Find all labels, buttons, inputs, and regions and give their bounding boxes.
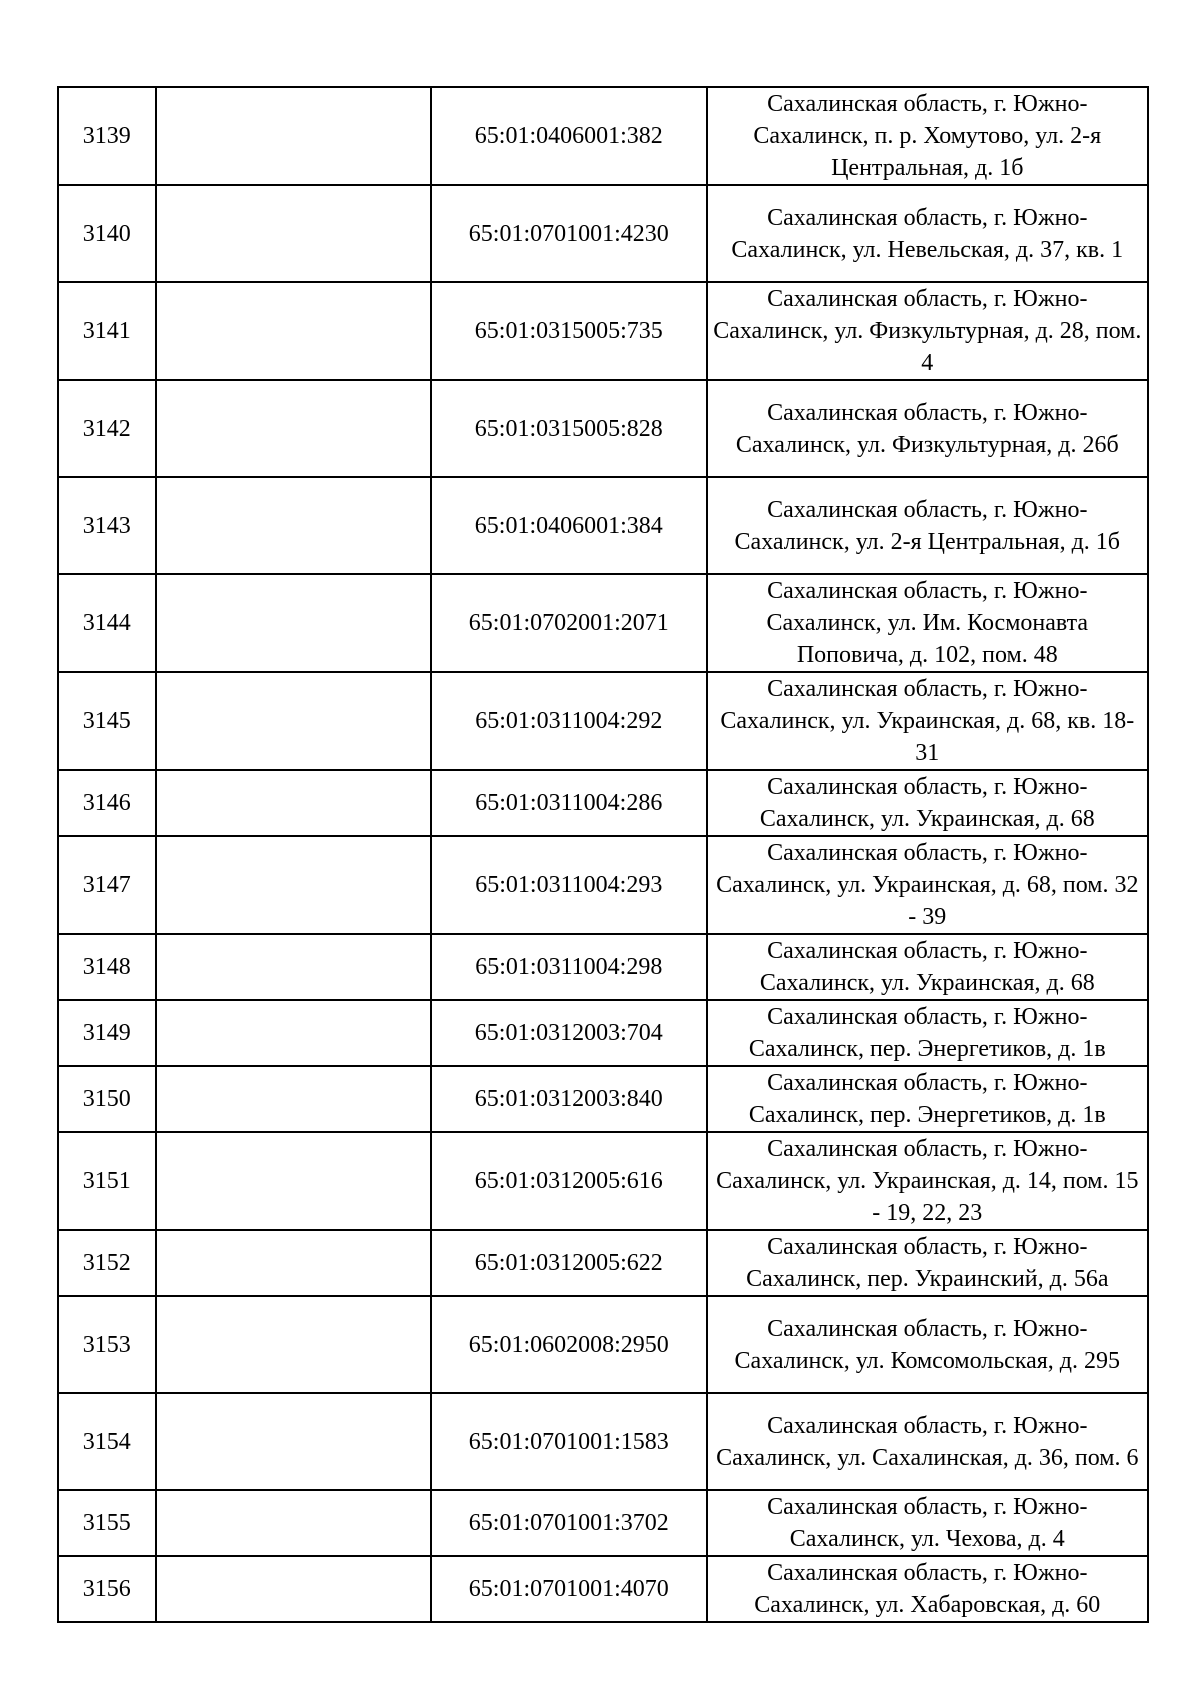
- property-table: [57, 86, 1149, 1623]
- blank-cell: [156, 1066, 432, 1132]
- blank-cell: [156, 672, 432, 770]
- address: Сахалинская область, г. Южно-Сахалинск, ул. Комсомольская, д. 295: [707, 1296, 1148, 1393]
- row-number: 3147: [58, 836, 156, 934]
- address: Сахалинская область, г. Южно-Сахалинск, ул. Физкультурная, д. 26б: [707, 380, 1148, 477]
- cadastral-number: 65:01:0602008:2950: [431, 1296, 707, 1393]
- cadastral-number: 65:01:0701001:4070: [431, 1556, 707, 1622]
- cadastral-number: 65:01:0312003:704: [431, 1000, 707, 1066]
- address: Сахалинская область, г. Южно-Сахалинск, ул. Невельская, д. 37, кв. 1: [707, 185, 1148, 282]
- address: Сахалинская область, г. Южно-Сахалинск, пер. Энергетиков, д. 1в: [707, 1000, 1148, 1066]
- row-number: 3145: [58, 672, 156, 770]
- cadastral-number: 65:01:0701001:4230: [431, 185, 707, 282]
- blank-cell: [156, 87, 432, 185]
- table-row: [58, 1296, 1148, 1393]
- row-number: 3153: [58, 1296, 156, 1393]
- table-row: [58, 282, 1148, 380]
- cadastral-number: 65:01:0406001:382: [431, 87, 707, 185]
- row-number: 3140: [58, 185, 156, 282]
- cadastral-number: 65:01:0312005:622: [431, 1230, 707, 1296]
- table-row: [58, 1556, 1148, 1622]
- address: Сахалинская область, г. Южно-Сахалинск, ул. 2-я Центральная, д. 1б: [707, 477, 1148, 574]
- row-number: 3148: [58, 934, 156, 1000]
- row-number: 3142: [58, 380, 156, 477]
- table-row: [58, 1230, 1148, 1296]
- table-row: [58, 1066, 1148, 1132]
- blank-cell: [156, 380, 432, 477]
- cadastral-number: 65:01:0311004:293: [431, 836, 707, 934]
- cadastral-number: 65:01:0312003:840: [431, 1066, 707, 1132]
- cadastral-number: 65:01:0701001:1583: [431, 1393, 707, 1490]
- table-row: [58, 770, 1148, 836]
- row-number: 3143: [58, 477, 156, 574]
- table-row: [58, 477, 1148, 574]
- row-number: 3141: [58, 282, 156, 380]
- table-row: [58, 672, 1148, 770]
- blank-cell: [156, 1490, 432, 1556]
- row-number: 3151: [58, 1132, 156, 1230]
- address: Сахалинская область, г. Южно-Сахалинск, пер. Украинский, д. 56а: [707, 1230, 1148, 1296]
- blank-cell: [156, 1393, 432, 1490]
- property-table-body: [58, 87, 1148, 1622]
- table-row: [58, 380, 1148, 477]
- blank-cell: [156, 1000, 432, 1066]
- cadastral-number: 65:01:0311004:298: [431, 934, 707, 1000]
- row-number: 3149: [58, 1000, 156, 1066]
- address: Сахалинская область, г. Южно-Сахалинск, ул. Физкультурная, д. 28, пом. 4: [707, 282, 1148, 380]
- row-number: 3144: [58, 574, 156, 672]
- blank-cell: [156, 282, 432, 380]
- blank-cell: [156, 574, 432, 672]
- blank-cell: [156, 770, 432, 836]
- blank-cell: [156, 1230, 432, 1296]
- blank-cell: [156, 934, 432, 1000]
- row-number: 3154: [58, 1393, 156, 1490]
- address: Сахалинская область, г. Южно-Сахалинск, ул. Им. Космонавта Поповича, д. 102, пом. 48: [707, 574, 1148, 672]
- cadastral-number: 65:01:0311004:286: [431, 770, 707, 836]
- address: Сахалинская область, г. Южно-Сахалинск, п. р. Хомутово, ул. 2-я Центральная, д. 1б: [707, 87, 1148, 185]
- table-row: [58, 836, 1148, 934]
- blank-cell: [156, 836, 432, 934]
- row-number: 3146: [58, 770, 156, 836]
- row-number: 3155: [58, 1490, 156, 1556]
- table-row: [58, 1393, 1148, 1490]
- cadastral-number: 65:01:0701001:3702: [431, 1490, 707, 1556]
- blank-cell: [156, 185, 432, 282]
- address: Сахалинская область, г. Южно-Сахалинск, ул. Сахалинская, д. 36, пом. 6: [707, 1393, 1148, 1490]
- table-row: [58, 87, 1148, 185]
- cadastral-number: 65:01:0406001:384: [431, 477, 707, 574]
- row-number: 3156: [58, 1556, 156, 1622]
- blank-cell: [156, 1556, 432, 1622]
- address: Сахалинская область, г. Южно-Сахалинск, ул. Чехова, д. 4: [707, 1490, 1148, 1556]
- row-number: 3139: [58, 87, 156, 185]
- table-row: [58, 934, 1148, 1000]
- address: Сахалинская область, г. Южно-Сахалинск, ул. Украинская, д. 14, пом. 15 - 19, 22, 23: [707, 1132, 1148, 1230]
- blank-cell: [156, 1296, 432, 1393]
- row-number: 3152: [58, 1230, 156, 1296]
- address: Сахалинская область, г. Южно-Сахалинск, ул. Украинская, д. 68, кв. 18-31: [707, 672, 1148, 770]
- blank-cell: [156, 477, 432, 574]
- cadastral-number: 65:01:0702001:2071: [431, 574, 707, 672]
- address: Сахалинская область, г. Южно-Сахалинск, ул. Хабаровская, д. 60: [707, 1556, 1148, 1622]
- address: Сахалинская область, г. Южно-Сахалинск, ул. Украинская, д. 68: [707, 770, 1148, 836]
- table-row: [58, 1132, 1148, 1230]
- address: Сахалинская область, г. Южно-Сахалинск, ул. Украинская, д. 68: [707, 934, 1148, 1000]
- blank-cell: [156, 1132, 432, 1230]
- cadastral-number: 65:01:0315005:735: [431, 282, 707, 380]
- table-row: [58, 1490, 1148, 1556]
- table-row: [58, 1000, 1148, 1066]
- cadastral-number: 65:01:0315005:828: [431, 380, 707, 477]
- address: Сахалинская область, г. Южно-Сахалинск, пер. Энергетиков, д. 1в: [707, 1066, 1148, 1132]
- cadastral-number: 65:01:0311004:292: [431, 672, 707, 770]
- cadastral-number: 65:01:0312005:616: [431, 1132, 707, 1230]
- table-row: [58, 185, 1148, 282]
- row-number: 3150: [58, 1066, 156, 1132]
- table-row: [58, 574, 1148, 672]
- address: Сахалинская область, г. Южно-Сахалинск, ул. Украинская, д. 68, пом. 32 - 39: [707, 836, 1148, 934]
